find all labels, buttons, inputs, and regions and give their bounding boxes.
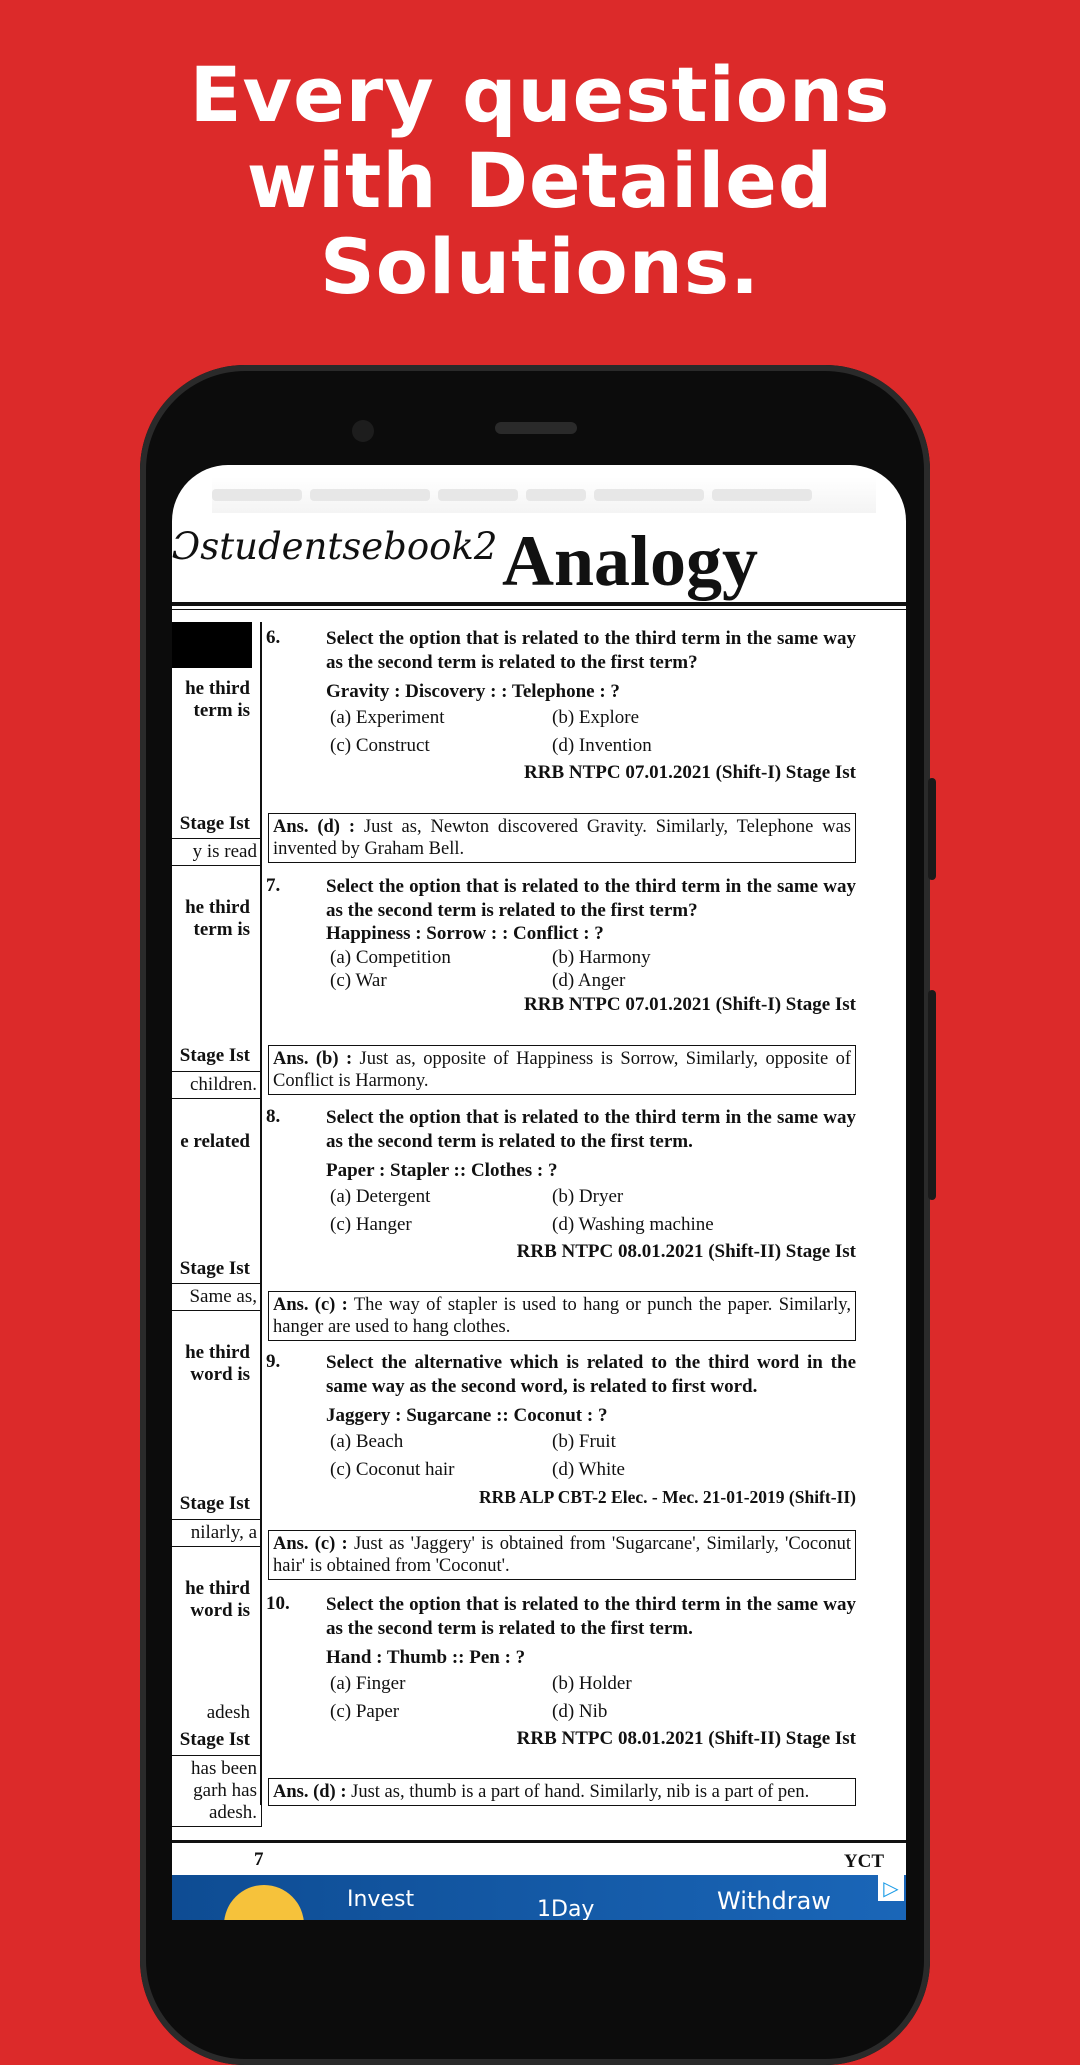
answer-text: Just as, opposite of Happiness is Sorrow, Similarly, opposite of Conflict is Harmony.	[273, 1049, 851, 1091]
left-column-black-bar	[172, 622, 252, 668]
question-pair: Jaggery : Sugarcane :: Coconut : ?	[326, 1405, 608, 1426]
options	[330, 1670, 856, 1726]
power-button	[928, 778, 936, 880]
headline-line-3: Solutions.	[320, 222, 760, 311]
question-10	[266, 1593, 856, 1752]
option-c: (c) Coconut hair	[330, 1459, 455, 1480]
left-fragment: he third term is	[185, 678, 250, 721]
answer-box	[268, 1778, 856, 1806]
ad-banner[interactable]	[172, 1875, 906, 1920]
option-d: (d) Nib	[552, 1701, 608, 1722]
question-number: 6.	[266, 627, 281, 648]
question-number: 9.	[266, 1351, 281, 1372]
question-number: 10.	[266, 1593, 290, 1614]
question-pair: Paper : Stapler :: Clothes : ?	[326, 1160, 558, 1181]
answer-text: Just as, Newton discovered Gravity. Similarly, Telephone was invented by Graham Bell.	[273, 817, 852, 859]
ad-day-text: 1Day	[537, 1897, 595, 1920]
faded-header-text	[212, 477, 876, 513]
option-a: (a) Experiment	[330, 707, 445, 728]
question-source: RRB NTPC 08.01.2021 (Shift-II) Stage Ist	[516, 1728, 856, 1749]
option-c: (c) Construct	[330, 735, 430, 756]
left-fragment: has been garh has adesh.	[172, 1755, 262, 1827]
left-fragment: he third word is	[185, 1342, 250, 1385]
option-d: (d) Anger	[552, 970, 626, 991]
question-text: Select the option that is related to the third term in the same way as the second term is related to the first term.	[326, 1107, 856, 1152]
left-fragment: Stage Ist	[179, 1045, 250, 1066]
footer-brand: YCT	[843, 1851, 884, 1872]
left-fragment: Stage Ist	[179, 1258, 250, 1279]
option-a: (a) Finger	[330, 1673, 406, 1694]
question-source: RRB NTPC 07.01.2021 (Shift-I) Stage Ist	[524, 994, 856, 1015]
left-fragment: he third term is	[185, 897, 250, 940]
answer-label: Ans. (c) :	[273, 1534, 348, 1554]
question-number: 7.	[266, 875, 281, 896]
promo-headline	[0, 52, 1080, 310]
left-fragment: children.	[172, 1071, 262, 1099]
ad-invest-text: Invest	[347, 1887, 415, 1912]
answer-text: Just as 'Jaggery' is obtained from 'Sugarcane', Similarly, 'Coconut hair' is obtained from 'Coconut'.	[273, 1534, 852, 1576]
left-fragment: he third word is	[185, 1578, 250, 1621]
option-b: (b) Harmony	[552, 947, 651, 968]
options	[330, 1428, 856, 1484]
question-pair: Hand : Thumb :: Pen : ?	[326, 1647, 526, 1668]
column-divider	[260, 622, 262, 1805]
question-9	[266, 1351, 856, 1510]
left-fragment: e related	[180, 1131, 250, 1152]
answer-label: Ans. (d) :	[273, 1782, 347, 1802]
watermark-handle: Ɔstudentsebook2	[172, 525, 498, 568]
headline-line-1: Every questions	[189, 50, 891, 139]
question-number: 8.	[266, 1106, 281, 1127]
question-source: RRB ALP CBT-2 Elec. - Mec. 21-01-2019 (Shift-II)	[478, 1487, 856, 1507]
option-d: (d) Invention	[552, 735, 652, 756]
ad-logo-icon	[224, 1885, 304, 1920]
option-b: (b) Holder	[552, 1673, 632, 1694]
page-number: 7	[254, 1849, 264, 1870]
question-7	[266, 875, 856, 1018]
phone-screen[interactable]	[172, 465, 906, 1920]
option-b: (b) Explore	[552, 707, 640, 728]
left-fragment: Stage Ist	[179, 1729, 250, 1750]
question-text: Select the alternative which is related to the third word in the same way as the second word, is related to first word.	[326, 1352, 856, 1397]
question-source: RRB NTPC 07.01.2021 (Shift-I) Stage Ist	[524, 762, 856, 783]
question-text: Select the option that is related to the third term in the same way as the second term is related to the first term.	[326, 1594, 856, 1639]
option-c: (c) Paper	[330, 1701, 400, 1722]
answer-label: Ans. (b) :	[273, 1049, 353, 1069]
option-b: (b) Fruit	[552, 1431, 616, 1452]
options	[330, 946, 856, 992]
answer-box	[268, 1045, 856, 1095]
option-d: (d) Washing machine	[552, 1214, 714, 1235]
title-rule	[172, 602, 906, 606]
answer-box	[268, 813, 856, 863]
footer-rule	[172, 1840, 906, 1843]
question-8	[266, 1106, 856, 1265]
left-fragment: adesh	[206, 1702, 250, 1723]
question-pair: Gravity : Discovery : : Telephone : ?	[326, 681, 620, 702]
answer-box	[268, 1530, 856, 1580]
options	[330, 1183, 856, 1239]
left-fragment: nilarly, a	[172, 1519, 262, 1547]
volume-button	[928, 990, 936, 1200]
left-fragment: Stage Ist	[179, 813, 250, 834]
earpiece-speaker	[495, 422, 577, 434]
option-a: (a) Detergent	[330, 1186, 431, 1207]
option-a: (a) Beach	[330, 1431, 404, 1452]
left-fragment: Same as,	[172, 1283, 262, 1311]
answer-label: Ans. (d) :	[273, 817, 356, 837]
answer-label: Ans. (c) :	[273, 1295, 348, 1315]
option-c: (c) War	[330, 970, 387, 991]
title-rule-thin	[172, 609, 906, 610]
options	[330, 704, 856, 760]
page-title: Analogy	[502, 521, 759, 601]
left-fragment: Stage Ist	[179, 1493, 250, 1514]
question-source: RRB NTPC 08.01.2021 (Shift-II) Stage Ist	[516, 1241, 856, 1262]
adchoices-icon[interactable]: ▷	[878, 1875, 904, 1901]
answer-text: Just as, thumb is a part of hand. Similarly, nib is a part of pen.	[346, 1782, 810, 1802]
headline-line-2: with Detailed	[246, 136, 834, 225]
question-text: Select the option that is related to the third term in the same way as the second term is related to the first term?	[326, 876, 856, 921]
option-c: (c) Hanger	[330, 1214, 412, 1235]
question-pair: Happiness : Sorrow : : Conflict : ?	[326, 923, 604, 944]
question-text: Select the option that is related to the third term in the same way as the second term is related to the first term?	[326, 628, 856, 673]
option-d: (d) White	[552, 1459, 625, 1480]
left-fragment: y is read	[172, 838, 262, 866]
answer-box	[268, 1291, 856, 1341]
question-6	[266, 627, 856, 786]
document-page[interactable]	[172, 465, 906, 1920]
answer-text: The way of stapler is used to hang or punch the paper. Similarly, hanger are used to hang clothes.	[273, 1295, 851, 1337]
front-camera	[352, 420, 374, 442]
option-a: (a) Competition	[330, 947, 451, 968]
ad-withdraw-text: Withdraw	[717, 1887, 831, 1915]
option-b: (b) Dryer	[552, 1186, 624, 1207]
